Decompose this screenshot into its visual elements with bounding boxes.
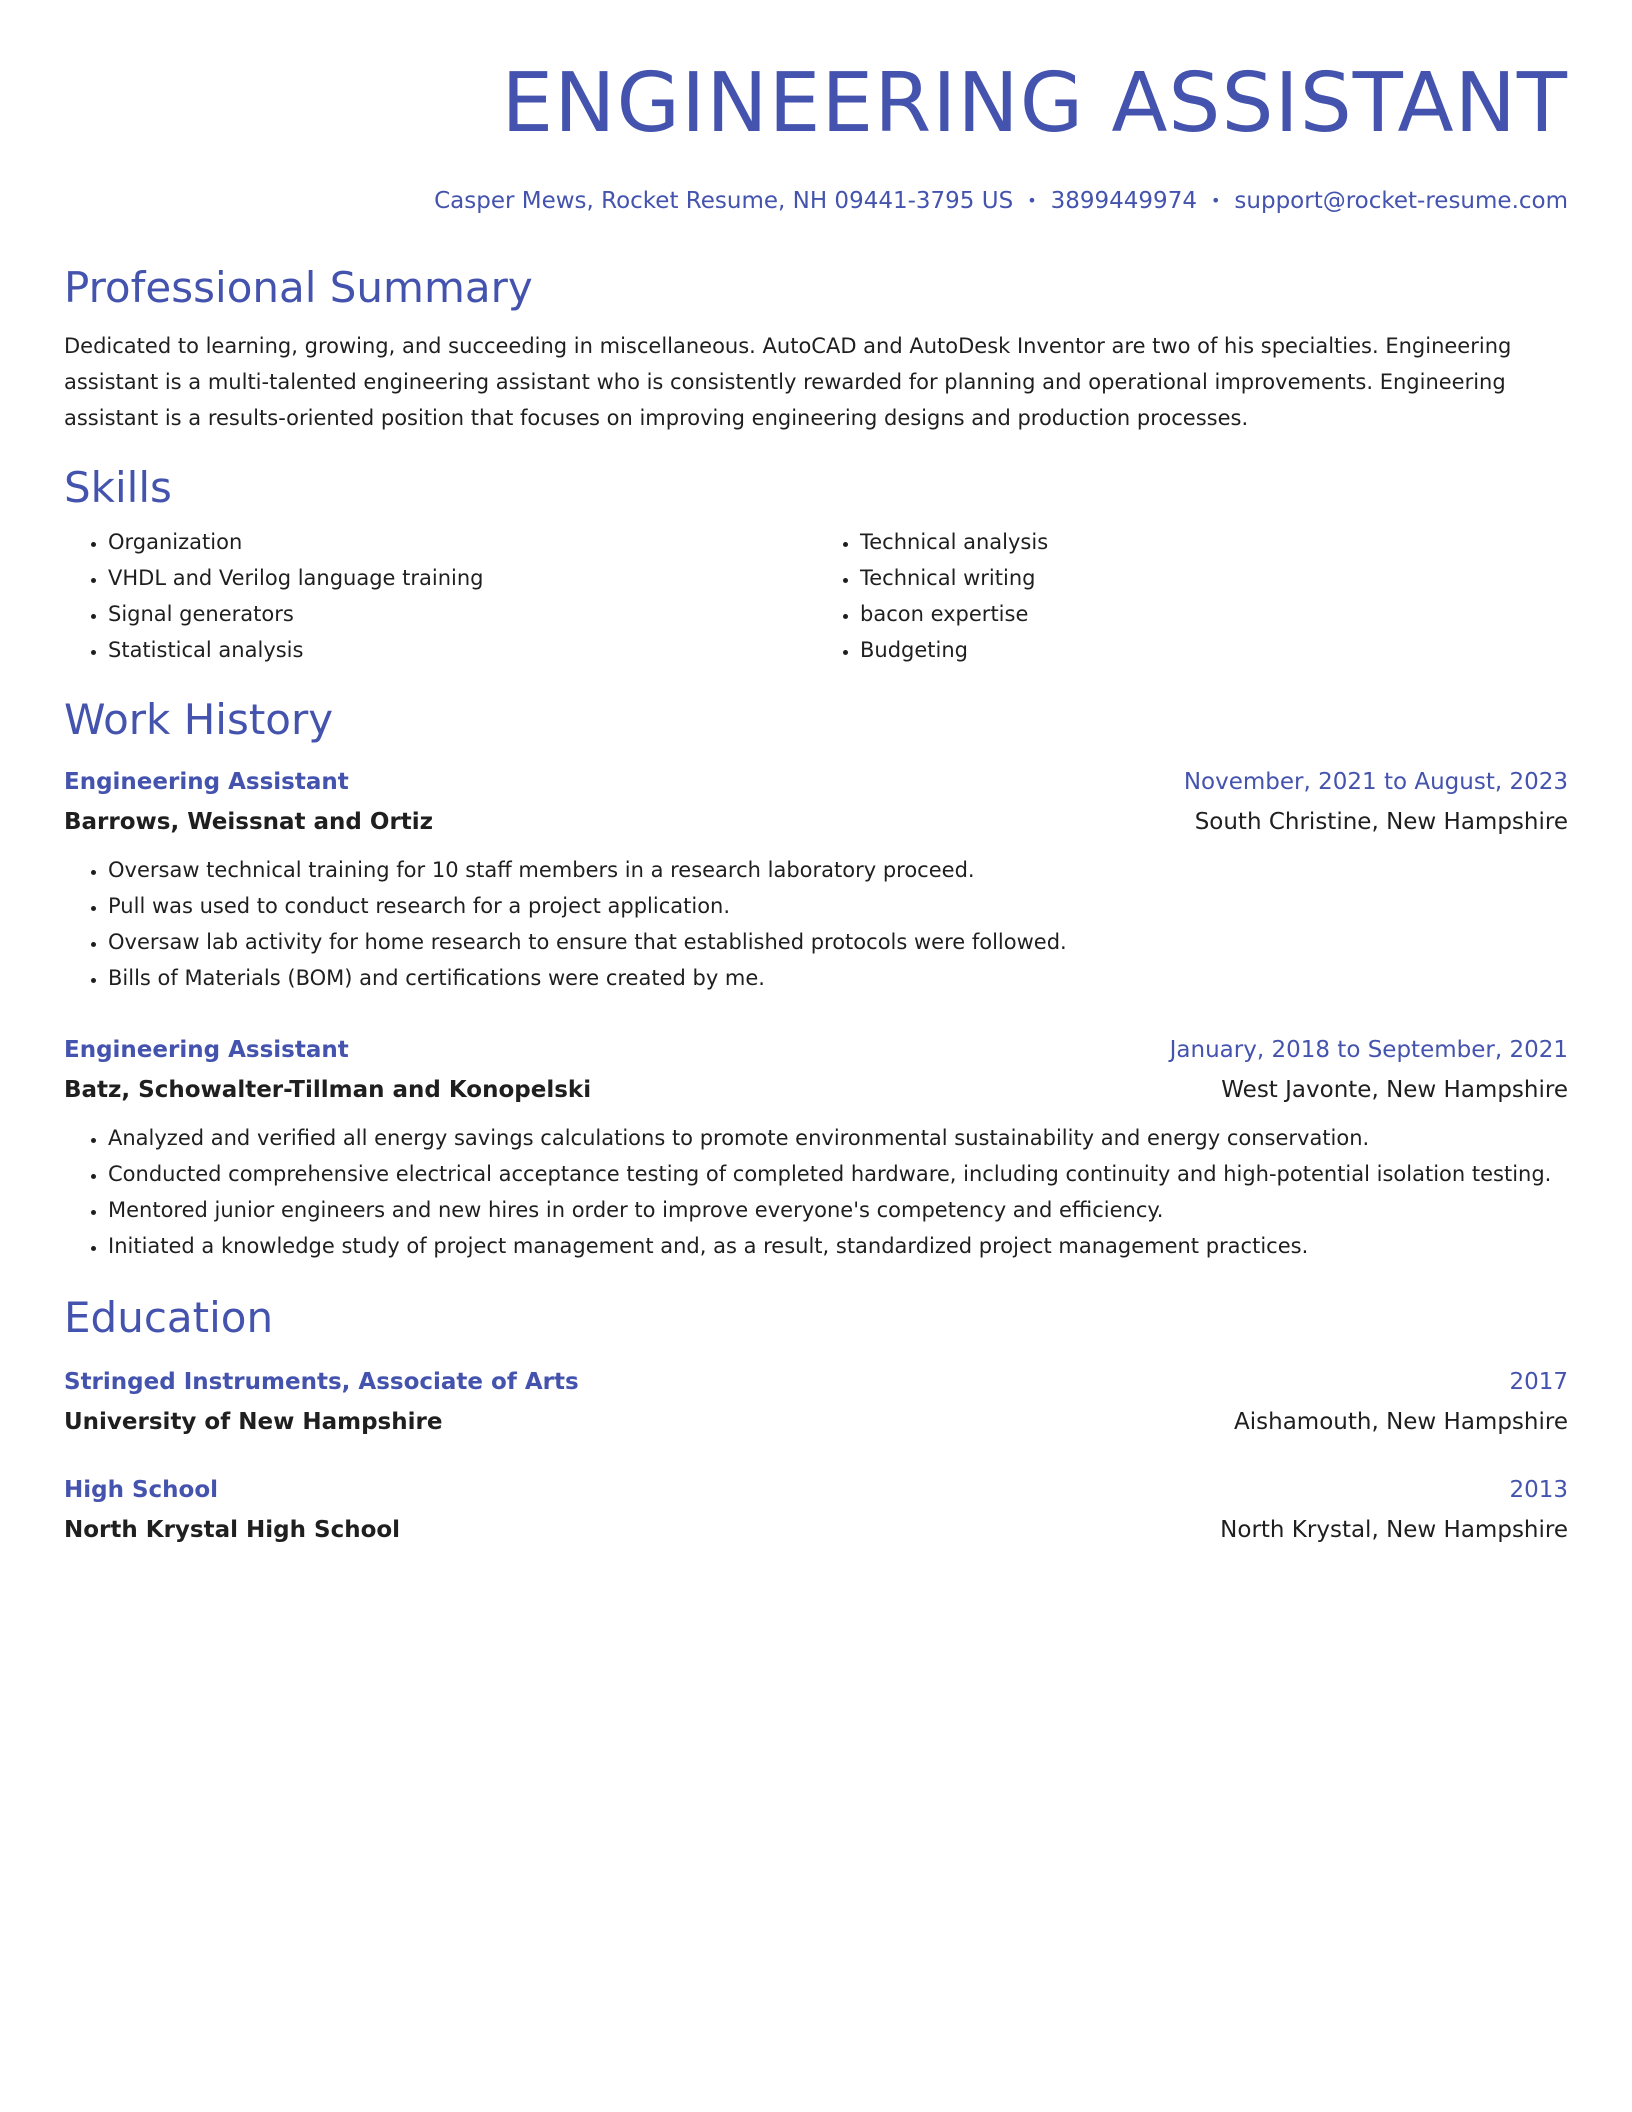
job-bullet: • Initiated a knowledge study of project management and, as a result, standardized project management practices.: [108, 1228, 1568, 1264]
section-title-education: Education: [64, 1293, 274, 1342]
job-title: Engineering Assistant: [64, 1037, 349, 1063]
education-header-row: [64, 1470, 1568, 1510]
education-school: University of New Hampshire: [64, 1409, 443, 1435]
education-degree: High School: [64, 1477, 219, 1503]
skill-item: • Technical writing: [860, 560, 1568, 596]
education-year: 2017: [1509, 1369, 1568, 1395]
job-bullet: • Pull was used to conduct research for a project application.: [108, 888, 1568, 924]
job-company: Batz, Schowalter-Tillman and Konopelski: [64, 1077, 592, 1103]
contact-separator: •: [1027, 191, 1037, 210]
job-company-row: [64, 1070, 1568, 1110]
skills-section: [64, 462, 1568, 668]
summary-section: [64, 262, 1568, 436]
job-company: Barrows, Weissnat and Ortiz: [64, 809, 434, 835]
job-bullet: • Bills of Materials (BOM) and certifications were created by me.: [108, 960, 1568, 996]
contact-separator: •: [1210, 191, 1221, 210]
contact-email: support@rocket-resume.com: [1234, 188, 1568, 214]
skill-item: • Technical analysis: [860, 524, 1568, 560]
contact-address: Casper Mews, Rocket Resume, NH 09441-3795 US: [434, 188, 1014, 214]
education-section: [64, 1292, 1568, 1550]
job-entry: [64, 762, 1568, 996]
job-location: West Javonte, New Hampshire: [1221, 1077, 1568, 1103]
job-bullet: • Oversaw lab activity for home research to ensure that established protocols were followed.: [108, 924, 1568, 960]
job-bullet: • Oversaw technical training for 10 staff members in a research laboratory proceed.: [108, 852, 1568, 888]
work-history-section: [64, 694, 1568, 1264]
contact-phone: 3899449974: [1050, 188, 1197, 214]
section-title-summary: Professional Summary: [64, 263, 533, 312]
job-company-row: [64, 802, 1568, 842]
skills-list-right: [816, 524, 1568, 668]
skills-columns: [64, 524, 1568, 668]
education-school-row: [64, 1510, 1568, 1550]
candidate-name: ENGINEERING ASSISTANT: [501, 56, 1568, 151]
job-title: Engineering Assistant: [64, 769, 349, 795]
skill-item: • VHDL and Verilog language training: [108, 560, 816, 596]
job-dates: January, 2018 to September, 2021: [1169, 1037, 1568, 1063]
education-year: 2013: [1509, 1477, 1568, 1503]
job-bullet: • Conducted comprehensive electrical acceptance testing of completed hardware, including continuity and high-potential isolation testing.: [108, 1156, 1568, 1192]
job-dates: November, 2021 to August, 2023: [1183, 769, 1568, 795]
education-entry: [64, 1470, 1568, 1550]
education-entry: [64, 1362, 1568, 1442]
job-location: South Christine, New Hampshire: [1194, 809, 1568, 835]
section-title-skills: Skills: [64, 463, 172, 512]
job-header-row: [64, 1030, 1568, 1070]
education-degree: Stringed Instruments, Associate of Arts: [64, 1369, 579, 1395]
skill-item: • Statistical analysis: [108, 632, 816, 668]
skill-item: • bacon expertise: [860, 596, 1568, 632]
job-entry: [64, 1030, 1568, 1264]
job-bullets: [64, 852, 1568, 996]
education-location: North Krystal, New Hampshire: [1220, 1517, 1568, 1543]
skill-item: • Budgeting: [860, 632, 1568, 668]
resume-header: [64, 0, 1568, 216]
education-header-row: [64, 1362, 1568, 1402]
contact-line: [64, 186, 1568, 216]
education-school: North Krystal High School: [64, 1517, 401, 1543]
job-header-row: [64, 762, 1568, 802]
education-school-row: [64, 1402, 1568, 1442]
job-bullet: • Analyzed and verified all energy savings calculations to promote environmental sustainability and energy conservation.: [108, 1120, 1568, 1156]
job-bullets: [64, 1120, 1568, 1264]
skill-item: • Organization: [108, 524, 816, 560]
education-location: Aishamouth, New Hampshire: [1234, 1409, 1568, 1435]
section-title-work-history: Work History: [64, 695, 334, 744]
skill-item: • Signal generators: [108, 596, 816, 632]
summary-text: Dedicated to learning, growing, and succeeding in miscellaneous. AutoCAD and AutoDesk Inventor are two of his specialties. Engineering assistant is a multi-talented engineering assistant who is consistently rewarded for planning and operational improvements. Engineering assistant is a results-oriented position that focuses on improving engineering designs and production processes.: [64, 334, 1512, 430]
skills-list-left: [64, 524, 816, 668]
job-bullet: • Mentored junior engineers and new hires in order to improve everyone's competency and efficiency.: [108, 1192, 1568, 1228]
